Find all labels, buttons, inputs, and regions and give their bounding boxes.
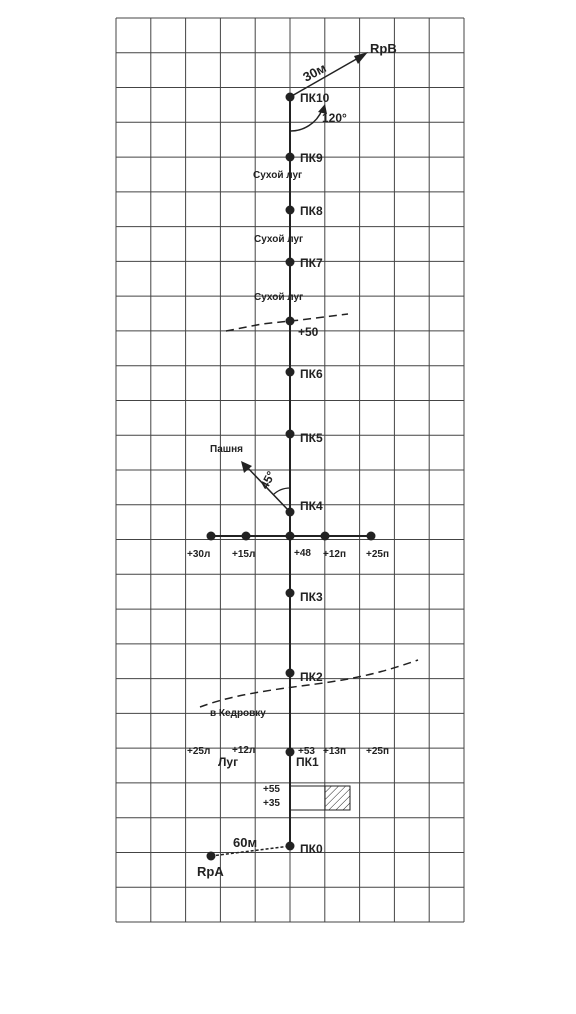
- cross-label-48: +48: [294, 548, 311, 559]
- cross-label-30l: +30л: [187, 549, 211, 560]
- pk7-dot: [286, 258, 295, 267]
- pk8-label: ПК8: [300, 204, 323, 218]
- arable-land-label: Пашня: [210, 444, 243, 455]
- meadow-label: Луг: [218, 755, 239, 769]
- pk6-label: ПК6: [300, 367, 323, 381]
- cross-label-25p: +25п: [366, 549, 390, 560]
- pk3-dot: [286, 589, 295, 598]
- pk5-dot: [286, 430, 295, 439]
- cross-point-25p: [367, 532, 376, 541]
- cross2-label-12l: +12л: [232, 745, 256, 756]
- angle-120-arc: [290, 110, 322, 131]
- dry-meadow-label-3: Сухой луг: [254, 292, 304, 303]
- rpb-distance: 30м: [300, 60, 329, 85]
- pk4-label: ПК4: [300, 499, 323, 513]
- pk2-label: ПК2: [300, 670, 323, 684]
- pk8-dot: [286, 206, 295, 215]
- point-rpa: [207, 852, 216, 861]
- rpb-label: RpB: [370, 41, 397, 56]
- cross2-label-53: +53: [298, 746, 315, 757]
- cross-point-15l: [242, 532, 251, 541]
- pk7-label: ПК7: [300, 256, 323, 270]
- pk0-label: ПК0: [300, 842, 323, 856]
- pk0-dot: [286, 842, 295, 851]
- cross2-label-25p: +25п: [366, 746, 390, 757]
- pk1-label: ПК1: [296, 755, 319, 769]
- pk4-dot: [286, 508, 295, 517]
- pk5-label: ПК5: [300, 431, 323, 445]
- cross-point-30l: [207, 532, 216, 541]
- pk10-dot: [286, 93, 295, 102]
- rpa-distance: 60м: [233, 835, 258, 850]
- pk3-label: ПК3: [300, 590, 323, 604]
- pk10-label: ПК10: [300, 91, 330, 105]
- cross-point-12p: [321, 532, 330, 541]
- cross2-label-25l: +25л: [187, 746, 211, 757]
- pk9-label: ПК9: [300, 151, 323, 165]
- cross2-label-13p: +13п: [323, 746, 347, 757]
- pk6-dot: [286, 368, 295, 377]
- bridge-label-35: +35: [263, 798, 280, 809]
- road-kedrovka-label: в Кедровку: [210, 708, 266, 719]
- point-plus50: [286, 317, 295, 326]
- rpb-arrow-icon: [354, 52, 368, 64]
- bridge-hatch: [325, 786, 350, 810]
- cross-label-12p: +12п: [323, 549, 347, 560]
- cross-point-48: [286, 532, 295, 541]
- cross-label-15l: +15л: [232, 549, 256, 560]
- pk2-dot: [286, 669, 295, 678]
- rpa-label: RpA: [197, 864, 224, 879]
- angle-120-label: 120°: [322, 111, 347, 125]
- dry-meadow-label-1: Сухой луг: [253, 170, 303, 181]
- dry-meadow-label-2: Сухой луг: [254, 234, 304, 245]
- bridge-label-55: +55: [263, 784, 280, 795]
- angle-45-arc: [273, 488, 290, 495]
- plus50-label: +50: [298, 325, 319, 339]
- angle-45-label: 45°: [257, 468, 279, 492]
- point-plus53: [286, 748, 294, 756]
- pk9-dot: [286, 153, 295, 162]
